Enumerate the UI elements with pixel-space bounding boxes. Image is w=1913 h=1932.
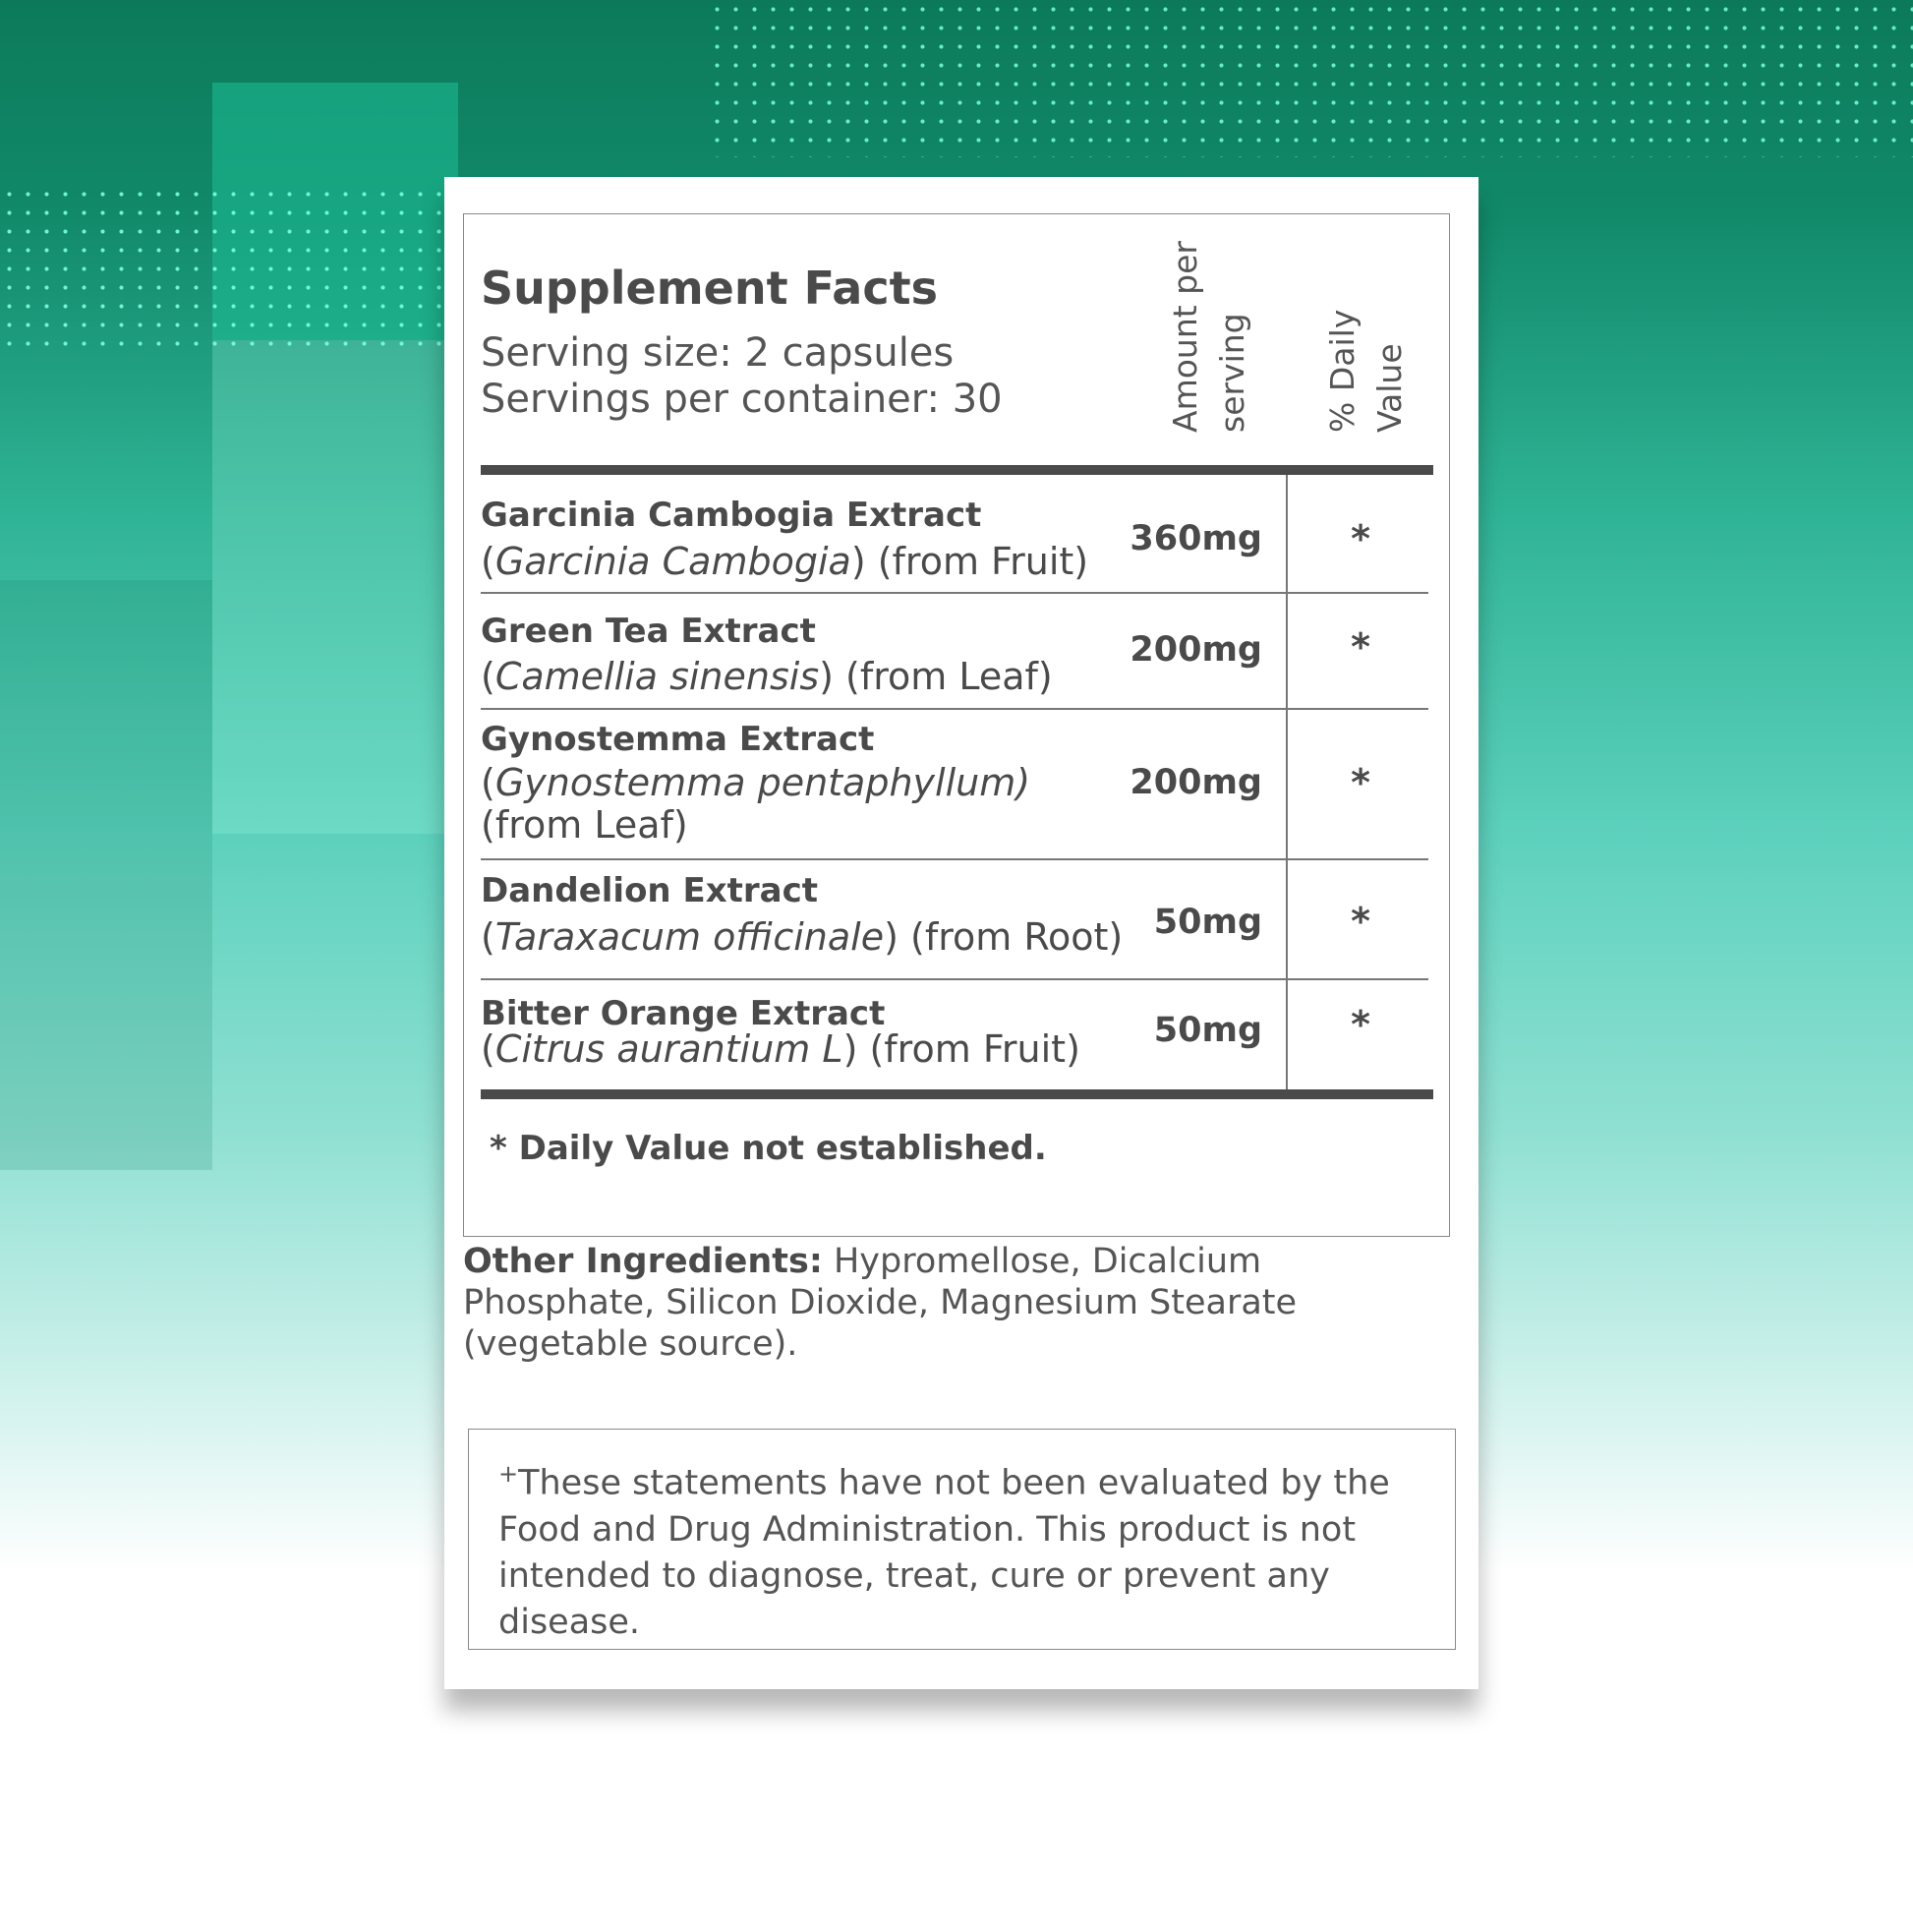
ingredient-source: (Garcinia Cambogia) (from Fruit) [481, 540, 1089, 583]
background-block [212, 340, 458, 834]
background-block [0, 580, 212, 1170]
serving-info [481, 330, 1003, 423]
daily-value: * [1351, 761, 1370, 804]
column-header-amount: Amount per serving [1166, 241, 1251, 433]
daily-value: * [1351, 900, 1370, 943]
ingredient-amount: 50mg [1153, 1011, 1262, 1050]
supplement-facts-panel [463, 213, 1450, 1237]
ingredient-name: Garcinia Cambogia Extract [481, 496, 982, 535]
ingredient-source: (Gynostemma pentaphyllum) (from Leaf) [481, 761, 1031, 847]
column-header-daily-value: % Daily Value [1323, 309, 1409, 433]
fda-disclaimer [498, 1451, 1432, 1646]
daily-value: * [1351, 1003, 1370, 1046]
panel-title: Supplement Facts [481, 262, 938, 315]
ingredient-name: Green Tea Extract [481, 612, 816, 651]
divider-thick [481, 465, 1433, 475]
ingredient-source: (Taraxacum officinale) (from Root) [481, 915, 1124, 959]
ingredient-amount: 360mg [1130, 519, 1262, 558]
row-divider [481, 858, 1428, 860]
ingredient-amount: 200mg [1130, 630, 1262, 670]
ingredient-source: (Citrus aurantium L) (from Fruit) [481, 1027, 1080, 1071]
fda-disclaimer-box [468, 1429, 1456, 1650]
ingredient-name: Dandelion Extract [481, 871, 819, 910]
supplement-label-card [444, 177, 1478, 1689]
dot-pattern [708, 0, 1913, 157]
other-ingredients-text: Hypromellose, Dicalcium Phosphate, Silicon Dioxide, Magnesium Stearate (vegetable source). [463, 1242, 1298, 1364]
daily-value-footnote: * Daily Value not established. [490, 1129, 1047, 1168]
ingredient-name: Gynostemma Extract [481, 720, 875, 759]
other-ingredients [463, 1241, 1348, 1365]
serving-size: Serving size: 2 capsules [481, 330, 955, 376]
ingredient-source: (Camellia sinensis) (from Leaf) [481, 655, 1053, 698]
servings-per-container: Servings per container: 30 [481, 377, 1003, 422]
disclaimer-text: These statements have not been evaluated by the Food and Drug Administration. This product is not intended to diagnose, treat, cure or prevent any disease. [498, 1463, 1390, 1642]
row-divider [481, 978, 1428, 980]
ingredient-amount: 50mg [1153, 903, 1262, 942]
divider-thick [481, 1089, 1433, 1099]
daily-value: * [1351, 517, 1370, 560]
ingredient-name: Bitter Orange Extract [481, 994, 886, 1033]
daily-value: * [1351, 625, 1370, 669]
other-ingredients-label: Other Ingredients: [463, 1242, 823, 1281]
row-divider [481, 708, 1428, 710]
disclaimer-mark: + [498, 1460, 519, 1488]
ingredient-amount: 200mg [1130, 763, 1262, 802]
row-divider [481, 592, 1428, 594]
dot-pattern [0, 185, 442, 347]
